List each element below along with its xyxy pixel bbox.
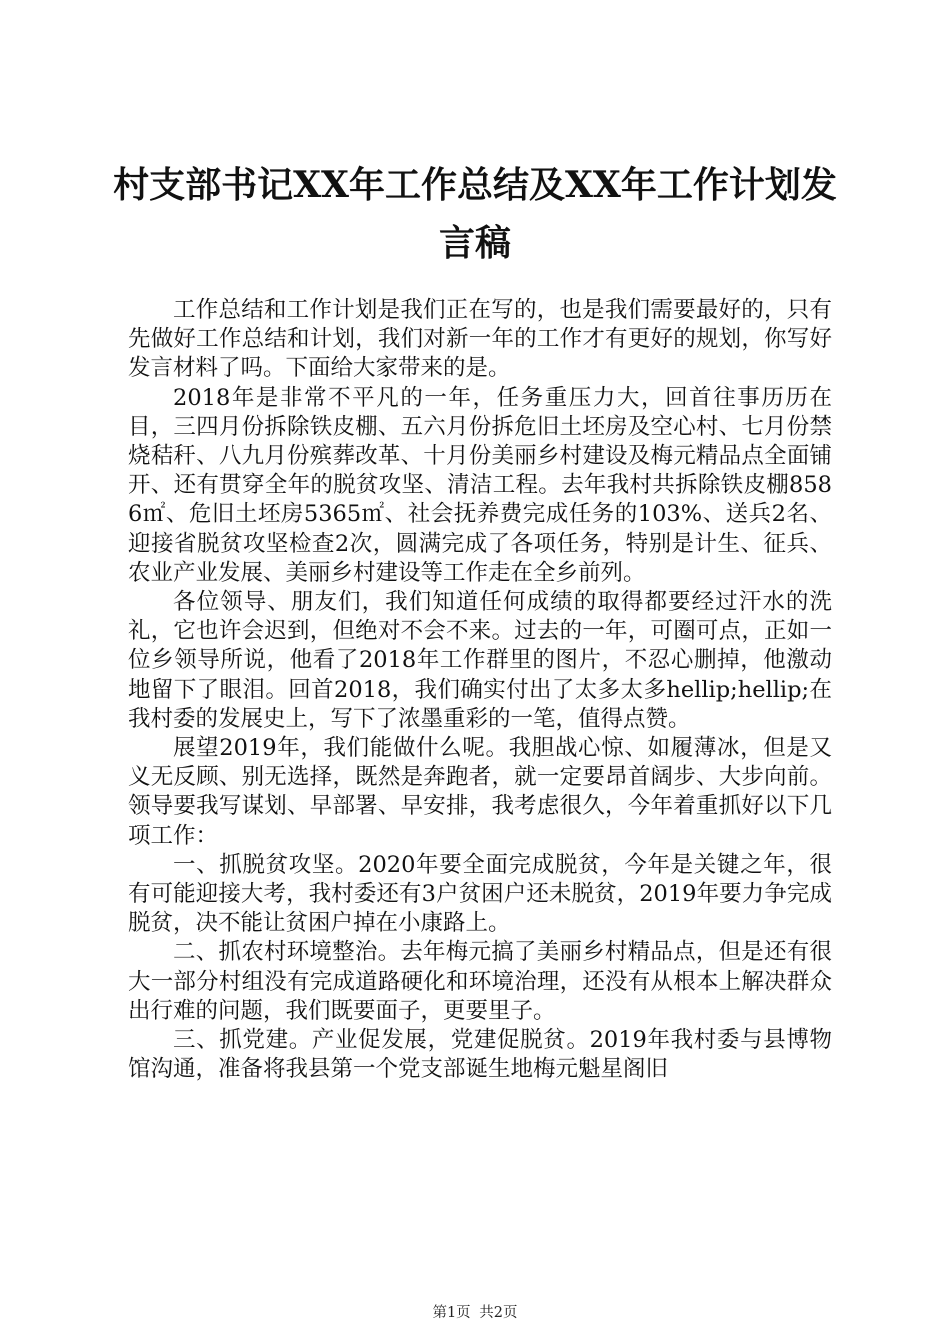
paragraph-2019-outlook: 展望2019年，我们能做什么呢。我胆战心惊、如履薄冰，但是又义无反顾、别无选择，既然是奔跑者，就一定要昂首阔步、大步向前。领导要我写谋划、早部署、早安排，我考虑很久，今年着重抓好以下几项工作： xyxy=(128,735,832,849)
document-title: 村支部书记XX年工作总结及XX年工作计划发言稿 xyxy=(113,164,837,264)
paragraph-plan-poverty: 一、抓脱贫攻坚。2020年要全面完成脱贫，今年是关键之年，很有可能迎接大考，我村委还有3户贫困户还未脱贫，2019年要力争完成脱贫，决不能让贫困户掉在小康路上。 xyxy=(128,851,832,937)
document-body xyxy=(128,296,832,1084)
paragraph-plan-environment: 二、抓农村环境整治。去年梅元搞了美丽乡村精品点，但是还有很大一部分村组没有完成道路硬化和环境治理，还没有从根本上解决群众出行难的问题，我们既要面子，更要里子。 xyxy=(128,939,832,1024)
page-number: 第1页 xyxy=(432,1305,471,1321)
page-footer xyxy=(0,1303,950,1323)
paragraph-plan-party: 三、抓党建。产业促发展，党建促脱贫。2019年我村委与县博物馆沟通，准备将我县第一个党支部诞生地梅元魁星阁旧 xyxy=(128,1027,832,1083)
paragraph-reflection: 各位领导、朋友们，我们知道任何成绩的取得都要经过汗水的洗礼，它也许会迟到，但绝对不会不来。过去的一年，可圈可点，正如一位乡领导所说，他看了2018年工作群里的图片，不忍心删掉，他激动地留下了眼泪。回首2018，我们确实付出了太多太多hellip;hellip;在我村委的发展史上，写下了浓墨重彩的一笔，值得点赞。 xyxy=(128,589,832,732)
page-total: 共2页 xyxy=(479,1305,518,1321)
paragraph-2018-review: 2018年是非常不平凡的一年，任务重压力大，回首往事历历在目，三四月份拆除铁皮棚、五六月份拆危旧土坯房及空心村、七月份禁烧秸秆、八九月份殡葬改革、十月份美丽乡村建设及梅元精品点全面铺开、还有贯穿全年的脱贫攻坚、清洁工程。去年我村共拆除铁皮棚8586㎡、危旧土坯房5365㎡、社会抚养费完成任务的103%、送兵2名、迎接省脱贫攻坚检查2次，圆满完成了各项任务，特别是计生、征兵、农业产业发展、美丽乡村建设等工作走在全乡前列。 xyxy=(128,384,832,586)
paragraph-intro: 工作总结和工作计划是我们正在写的，也是我们需要最好的，只有先做好工作总结和计划，我们对新一年的工作才有更好的规划，你写好发言材料了吗。下面给大家带来的是。 xyxy=(128,297,832,382)
